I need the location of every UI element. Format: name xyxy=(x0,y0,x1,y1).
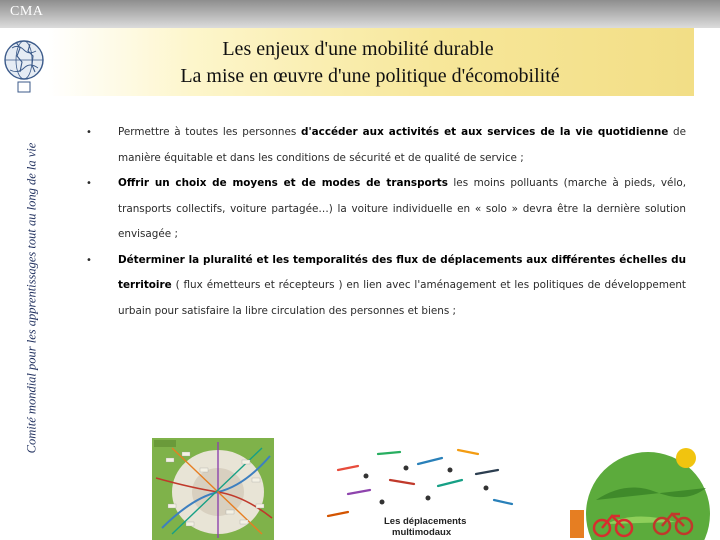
bullet-rest: de manière équitable et dans les conditions de sécurité et de qualité de service ; xyxy=(118,126,687,164)
bullet-rest: les moins polluants (marche à pieds, vélo, transports collectifs, voiture partagée…) la voiture individuelle en « solo » devra être la dernière solution envisagée ; xyxy=(118,177,686,240)
modes-label-line-2: multimodaux xyxy=(392,527,452,538)
cma-label: CMA xyxy=(10,4,44,19)
side-vertical-text: Comité mondial pour les apprentissages tout au long de la vie xyxy=(24,142,39,454)
bullet-bold: Déterminer la pluralité et les temporalités des flux de déplacements aux différentes échelles du territoire xyxy=(118,253,686,291)
city-transport-map-image xyxy=(152,438,274,540)
multimodal-travel-image xyxy=(318,440,518,540)
bullet-dot: • xyxy=(86,254,92,266)
bullet-lead: Permettre à toutes les personnes xyxy=(118,126,302,138)
bullet-bold: Offrir un choix de moyens et de modes de transports xyxy=(118,177,448,189)
title-line-2: La mise en œuvre d'une politique d'écomobilité xyxy=(180,65,560,87)
slide-title xyxy=(60,36,680,90)
bullet-item xyxy=(86,248,686,325)
bullet-dot: • xyxy=(86,178,92,189)
bullet-dot: • xyxy=(86,127,92,138)
bullet-item xyxy=(86,171,686,248)
bullet-rest: ( flux émetteurs et récepteurs ) en lien avec l'aménagement et les politiques de développement urbain pour satisfaire la libre circulation des personnes et biens ; xyxy=(118,279,686,317)
top-bar xyxy=(0,0,720,28)
bullet-item xyxy=(86,120,686,171)
modes-label-line-1: Les déplacements xyxy=(384,516,467,527)
bullet-bold: d'accéder aux activités et aux services de la vie quotidienne xyxy=(301,126,669,138)
bullet-list xyxy=(86,120,686,324)
title-line-1: Les enjeux d'une mobilité durable xyxy=(222,38,494,60)
eco-globe-bikes-image xyxy=(566,440,716,540)
unesco-globe-logo-icon xyxy=(2,30,46,96)
